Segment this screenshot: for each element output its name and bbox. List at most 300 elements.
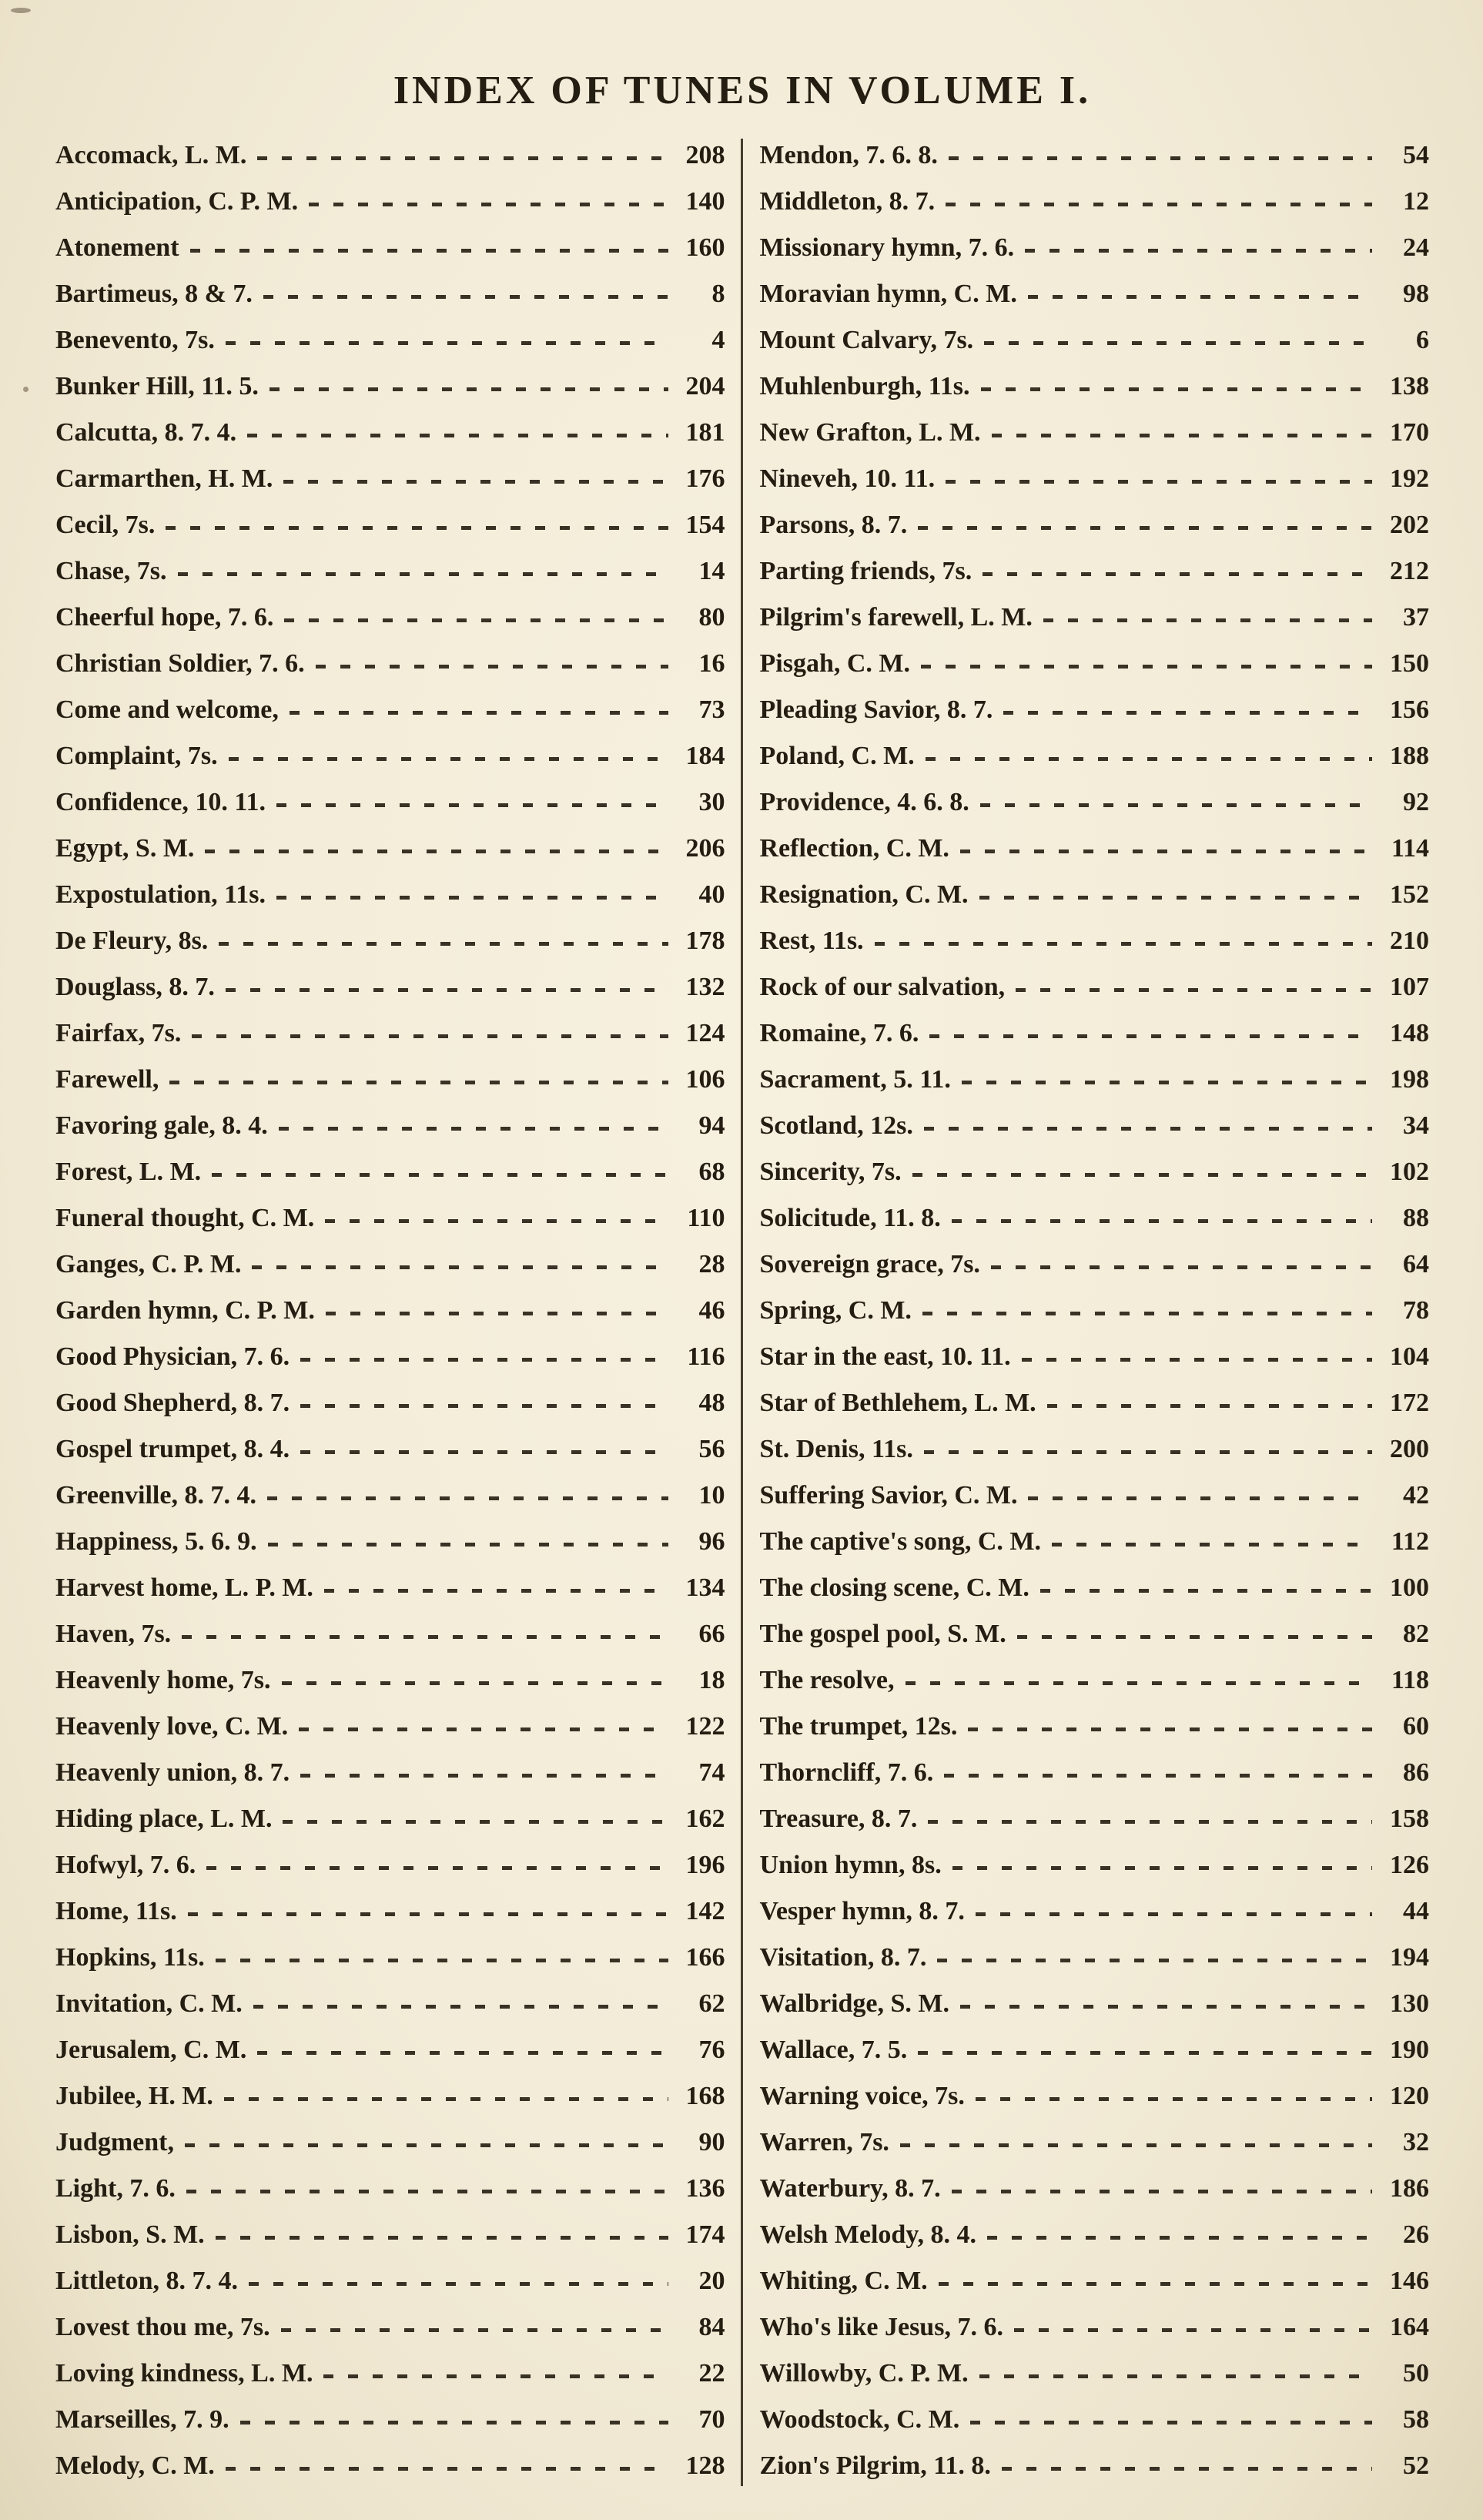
page-number: 158 bbox=[1390, 1805, 1429, 1833]
page-number: 198 bbox=[1390, 1065, 1429, 1094]
page-number: 186 bbox=[1390, 2174, 1429, 2203]
tune-name: Atonement bbox=[55, 233, 179, 262]
dash-leader bbox=[976, 2097, 1372, 2101]
dash-leader bbox=[912, 1173, 1372, 1177]
dash-leader bbox=[206, 1866, 668, 1870]
column-divider-rule bbox=[741, 139, 743, 2486]
index-entry bbox=[760, 548, 1430, 595]
index-entry bbox=[760, 2258, 1430, 2304]
dash-leader bbox=[216, 2236, 668, 2240]
tune-name: Mendon, 7. 6. 8. bbox=[759, 141, 938, 169]
dash-leader bbox=[263, 295, 668, 299]
tune-name: Resignation, C. M. bbox=[759, 880, 969, 909]
tune-name: Good Shepherd, 8. 7. bbox=[55, 1389, 290, 1417]
index-entry bbox=[55, 1935, 725, 1981]
page-number: 196 bbox=[685, 1851, 725, 1879]
index-entry bbox=[55, 595, 725, 641]
tune-name: Judgment, bbox=[55, 2128, 174, 2156]
page-number: 170 bbox=[1390, 418, 1429, 447]
index-entry bbox=[760, 179, 1430, 225]
index-entry bbox=[55, 826, 725, 872]
page-number: 62 bbox=[698, 1989, 725, 2018]
page-number: 136 bbox=[685, 2174, 725, 2203]
tune-name: Star in the east, 10. 11. bbox=[759, 1342, 1011, 1371]
page-number: 164 bbox=[1390, 2313, 1429, 2341]
dash-leader bbox=[949, 156, 1372, 160]
page-number: 132 bbox=[685, 973, 725, 1001]
index-entry bbox=[55, 687, 725, 733]
tune-name: Visitation, 8. 7. bbox=[759, 1943, 927, 1972]
tune-name: Vesper hymn, 8. 7. bbox=[759, 1897, 965, 1925]
dash-leader bbox=[968, 1727, 1372, 1731]
index-entry bbox=[760, 1796, 1430, 1842]
page-number: 118 bbox=[1391, 1666, 1429, 1694]
page-number: 78 bbox=[1403, 1296, 1429, 1325]
index-entry bbox=[760, 364, 1430, 410]
page-number: 206 bbox=[685, 834, 725, 863]
tune-name: Warren, 7s. bbox=[759, 2128, 889, 2156]
dash-leader bbox=[316, 665, 668, 669]
index-entry bbox=[55, 271, 725, 317]
dash-leader bbox=[928, 1820, 1372, 1824]
dash-leader bbox=[952, 2190, 1372, 2193]
dash-leader bbox=[962, 1081, 1372, 1084]
dash-leader bbox=[946, 480, 1372, 484]
tune-name: Lovest thou me, 7s. bbox=[55, 2313, 270, 2341]
dash-leader bbox=[918, 2051, 1372, 2055]
dash-leader bbox=[192, 1034, 668, 1038]
tune-name: Harvest home, L. P. M. bbox=[55, 1573, 313, 1602]
page-number: 178 bbox=[685, 927, 725, 955]
dash-leader bbox=[205, 849, 668, 853]
index-entry bbox=[55, 1981, 725, 2027]
dash-leader bbox=[946, 203, 1372, 206]
tune-name: Heavenly home, 7s. bbox=[55, 1666, 271, 1694]
tune-name: Heavenly love, C. M. bbox=[55, 1712, 289, 1741]
page-number: 68 bbox=[698, 1158, 725, 1186]
tune-name: Jerusalem, C. M. bbox=[55, 2036, 247, 2064]
tune-name: Star of Bethlehem, L. M. bbox=[759, 1389, 1036, 1417]
index-entry bbox=[55, 456, 725, 502]
index-entry bbox=[760, 2073, 1430, 2120]
index-entry bbox=[55, 2073, 725, 2120]
index-entry bbox=[760, 1704, 1430, 1750]
index-entry bbox=[760, 872, 1430, 918]
dash-leader bbox=[939, 2282, 1372, 2286]
page-number: 156 bbox=[1390, 695, 1429, 724]
dash-leader bbox=[1016, 988, 1372, 992]
index-entry bbox=[55, 1796, 725, 1842]
page-number: 128 bbox=[685, 2451, 725, 2480]
dash-leader bbox=[257, 2051, 668, 2055]
index-entry bbox=[760, 1334, 1430, 1380]
dash-leader bbox=[1003, 711, 1372, 715]
index-entry bbox=[55, 1611, 725, 1657]
tune-name: Home, 11s. bbox=[55, 1897, 177, 1925]
tune-name: Complaint, 7s. bbox=[55, 742, 218, 770]
index-entry bbox=[55, 2166, 725, 2212]
page-number: 88 bbox=[1403, 1204, 1429, 1232]
dash-leader bbox=[186, 2190, 668, 2193]
tune-name: Muhlenburgh, 11s. bbox=[759, 372, 970, 400]
page-number: 34 bbox=[1403, 1111, 1429, 1140]
tune-name: Heavenly union, 8. 7. bbox=[55, 1758, 290, 1787]
tune-name: The gospel pool, S. M. bbox=[759, 1620, 1006, 1648]
page-number: 52 bbox=[1403, 2451, 1429, 2480]
page-number: 80 bbox=[698, 603, 725, 632]
tune-name: Egypt, S. M. bbox=[55, 834, 195, 863]
index-entry bbox=[55, 733, 725, 779]
tune-name: Chase, 7s. bbox=[55, 557, 167, 585]
page-number: 150 bbox=[1390, 649, 1429, 678]
page-number: 106 bbox=[685, 1065, 725, 1094]
page-number: 66 bbox=[698, 1620, 725, 1648]
dash-leader bbox=[169, 1081, 668, 1084]
page-number: 50 bbox=[1403, 2359, 1429, 2388]
page-number: 107 bbox=[1390, 973, 1429, 1001]
tune-name: The resolve, bbox=[759, 1666, 895, 1694]
index-entry bbox=[55, 317, 725, 364]
index-entry bbox=[760, 641, 1430, 687]
dash-leader bbox=[981, 387, 1372, 391]
tune-name: Good Physician, 7. 6. bbox=[55, 1342, 290, 1371]
tune-name: Benevento, 7s. bbox=[55, 326, 215, 354]
tune-name: Forest, L. M. bbox=[55, 1158, 202, 1186]
dash-leader bbox=[970, 2421, 1372, 2424]
dash-leader bbox=[185, 2143, 668, 2147]
index-entry bbox=[55, 2027, 725, 2073]
tune-name: Jubilee, H. M. bbox=[55, 2082, 213, 2110]
dash-leader bbox=[300, 1774, 668, 1778]
index-entry bbox=[760, 1842, 1430, 1888]
page-number: 94 bbox=[698, 1111, 725, 1140]
index-entry bbox=[760, 2351, 1430, 2397]
index-entry bbox=[55, 1888, 725, 1935]
tune-name: Wallace, 7. 5. bbox=[759, 2036, 908, 2064]
page-number: 181 bbox=[685, 418, 725, 447]
dash-leader bbox=[216, 1959, 668, 1962]
dash-leader bbox=[991, 1265, 1372, 1269]
page-number: 82 bbox=[1403, 1620, 1429, 1648]
index-entry bbox=[55, 2397, 725, 2443]
index-entry bbox=[55, 641, 725, 687]
dash-leader bbox=[267, 1496, 668, 1500]
index-entry bbox=[55, 1195, 725, 1242]
dash-leader bbox=[1043, 618, 1372, 622]
tune-name: Farewell, bbox=[55, 1065, 159, 1094]
dash-leader bbox=[212, 1173, 668, 1177]
tune-name: Gospel trumpet, 8. 4. bbox=[55, 1435, 290, 1463]
page-number: 20 bbox=[698, 2267, 725, 2295]
tune-name: Lisbon, S. M. bbox=[55, 2220, 205, 2249]
dash-leader bbox=[921, 665, 1372, 669]
page-number: 204 bbox=[685, 372, 725, 400]
index-entry bbox=[760, 271, 1430, 317]
dash-leader bbox=[984, 341, 1372, 345]
page-number: 76 bbox=[698, 2036, 725, 2064]
page-number: 140 bbox=[685, 187, 725, 216]
tune-name: Garden hymn, C. P. M. bbox=[55, 1296, 315, 1325]
tune-name: Douglass, 8. 7. bbox=[55, 973, 215, 1001]
page-number: 60 bbox=[1403, 1712, 1429, 1741]
tune-name: Fairfax, 7s. bbox=[55, 1019, 182, 1047]
dash-leader bbox=[300, 1404, 668, 1408]
tune-name: Carmarthen, H. M. bbox=[55, 464, 273, 493]
dash-leader bbox=[1040, 1589, 1372, 1593]
index-entry bbox=[55, 779, 725, 826]
tune-name: Thorncliff, 7. 6. bbox=[759, 1758, 934, 1787]
index-entry bbox=[760, 1565, 1430, 1611]
dash-leader bbox=[229, 757, 668, 761]
page-number: 130 bbox=[1390, 1989, 1429, 2018]
tune-name: Happiness, 5. 6. 9. bbox=[55, 1527, 257, 1556]
dash-leader bbox=[1047, 1404, 1372, 1408]
dash-leader bbox=[952, 1866, 1372, 1870]
page-number: 4 bbox=[711, 326, 725, 354]
index-entry bbox=[55, 2304, 725, 2351]
tune-name: Warning voice, 7s. bbox=[759, 2082, 965, 2110]
page-number: 154 bbox=[685, 511, 725, 539]
tune-name: Parsons, 8. 7. bbox=[759, 511, 908, 539]
page-number: 54 bbox=[1403, 141, 1429, 169]
index-entry bbox=[760, 1473, 1430, 1519]
index-entry bbox=[55, 1334, 725, 1380]
index-entry bbox=[55, 1704, 725, 1750]
page-number: 73 bbox=[698, 695, 725, 724]
index-entry bbox=[760, 1519, 1430, 1565]
index-column-right bbox=[760, 132, 1430, 2489]
index-entry bbox=[760, 1888, 1430, 1935]
page-number: 40 bbox=[698, 880, 725, 909]
index-entry bbox=[760, 1657, 1430, 1704]
dash-leader bbox=[960, 849, 1372, 853]
dash-leader bbox=[924, 1127, 1372, 1131]
tune-name: Pisgah, C. M. bbox=[759, 649, 910, 678]
dash-leader bbox=[281, 2328, 668, 2332]
tune-name: Sacrament, 5. 11. bbox=[759, 1065, 951, 1094]
dash-leader bbox=[182, 1635, 668, 1639]
page-number: 32 bbox=[1403, 2128, 1429, 2156]
index-entry bbox=[760, 1010, 1430, 1057]
page-number: 104 bbox=[1390, 1342, 1429, 1371]
dash-leader bbox=[178, 572, 668, 576]
index-table bbox=[55, 132, 1429, 2489]
dash-leader bbox=[190, 249, 668, 253]
index-entry bbox=[760, 1611, 1430, 1657]
dash-leader bbox=[979, 896, 1372, 900]
tune-name: Scotland, 12s. bbox=[759, 1111, 913, 1140]
dash-leader bbox=[1028, 295, 1372, 299]
dash-leader bbox=[290, 711, 668, 715]
page-number: 176 bbox=[685, 464, 725, 493]
index-entry bbox=[760, 1981, 1430, 2027]
page-number: 74 bbox=[698, 1758, 725, 1787]
index-entry bbox=[760, 132, 1430, 179]
dash-leader bbox=[1052, 1543, 1372, 1547]
page-title: INDEX OF TUNES IN VOLUME I. bbox=[393, 69, 1092, 112]
page-number: 18 bbox=[698, 1666, 725, 1694]
dash-leader bbox=[188, 1912, 668, 1916]
page-number: 210 bbox=[1390, 927, 1429, 955]
dash-leader bbox=[929, 1034, 1372, 1038]
index-entry bbox=[55, 1426, 725, 1473]
tune-name: Missionary hymn, 7. 6. bbox=[759, 233, 1015, 262]
page-number: 70 bbox=[698, 2405, 725, 2434]
tune-name: Cheerful hope, 7. 6. bbox=[55, 603, 274, 632]
page-number: 86 bbox=[1403, 1758, 1429, 1787]
tune-name: Ganges, C. P. M. bbox=[55, 1250, 242, 1278]
dash-leader bbox=[224, 2097, 668, 2101]
page-number: 114 bbox=[1391, 834, 1429, 863]
tune-name: Littleton, 8. 7. 4. bbox=[55, 2267, 239, 2295]
page-number: 14 bbox=[698, 557, 725, 585]
index-entry bbox=[760, 779, 1430, 826]
page-number: 42 bbox=[1403, 1481, 1429, 1510]
page-number: 37 bbox=[1403, 603, 1429, 632]
page-number: 184 bbox=[685, 742, 725, 770]
dash-leader bbox=[257, 156, 668, 160]
dash-leader bbox=[983, 572, 1372, 576]
tune-name: Invitation, C. M. bbox=[55, 1989, 243, 2018]
dash-leader bbox=[166, 526, 668, 530]
index-entry bbox=[760, 733, 1430, 779]
page-number: 122 bbox=[685, 1712, 725, 1741]
dash-leader bbox=[253, 2005, 668, 2009]
page-number: 12 bbox=[1403, 187, 1429, 216]
tune-name: Pleading Savior, 8. 7. bbox=[759, 695, 993, 724]
index-entry bbox=[760, 1288, 1430, 1334]
tune-name: Mount Calvary, 7s. bbox=[759, 326, 974, 354]
tune-name: Hiding place, L. M. bbox=[55, 1805, 273, 1833]
dash-leader bbox=[960, 2005, 1372, 2009]
tune-name: Melody, C. M. bbox=[55, 2451, 215, 2480]
index-entry bbox=[760, 918, 1430, 964]
scan-speck bbox=[23, 387, 28, 392]
index-entry bbox=[55, 548, 725, 595]
page-number: 126 bbox=[1390, 1851, 1429, 1879]
dash-leader bbox=[1025, 249, 1372, 253]
dash-leader bbox=[249, 2282, 668, 2286]
page-number: 90 bbox=[698, 2128, 725, 2156]
tune-name: Whiting, C. M. bbox=[759, 2267, 928, 2295]
index-entry bbox=[760, 687, 1430, 733]
page-number: 8 bbox=[711, 280, 725, 308]
tune-name: Treasure, 8. 7. bbox=[759, 1805, 918, 1833]
page-number: 30 bbox=[698, 788, 725, 816]
index-column-left bbox=[55, 132, 725, 2489]
index-entry bbox=[760, 2304, 1430, 2351]
tune-name: Come and welcome, bbox=[55, 695, 279, 724]
index-entry bbox=[760, 1057, 1430, 1103]
page-number: 172 bbox=[1390, 1389, 1429, 1417]
tune-name: Who's like Jesus, 7. 6. bbox=[759, 2313, 1003, 2341]
page-number: 110 bbox=[687, 1204, 725, 1232]
tune-name: Favoring gale, 8. 4. bbox=[55, 1111, 268, 1140]
page-number: 48 bbox=[698, 1389, 725, 1417]
index-entry bbox=[760, 2212, 1430, 2258]
tune-name: Cecil, 7s. bbox=[55, 511, 156, 539]
page-number: 96 bbox=[698, 1527, 725, 1556]
index-entry bbox=[55, 1657, 725, 1704]
dash-leader bbox=[1022, 1358, 1372, 1362]
index-entry bbox=[55, 2351, 725, 2397]
index-entry bbox=[55, 225, 725, 271]
page-number: 162 bbox=[685, 1805, 725, 1833]
dash-leader bbox=[900, 2143, 1372, 2147]
page-number: 112 bbox=[1391, 1527, 1429, 1556]
page-number: 24 bbox=[1403, 233, 1429, 262]
dash-leader bbox=[240, 2421, 668, 2424]
index-entry bbox=[760, 1195, 1430, 1242]
page-number: 46 bbox=[698, 1296, 725, 1325]
page-number: 188 bbox=[1390, 742, 1429, 770]
page-number: 26 bbox=[1403, 2220, 1429, 2249]
index-entry bbox=[55, 1380, 725, 1426]
page-number: 174 bbox=[685, 2220, 725, 2249]
index-entry bbox=[760, 1103, 1430, 1149]
tune-name: Marseilles, 7. 9. bbox=[55, 2405, 229, 2434]
tune-name: Confidence, 10. 11. bbox=[55, 788, 266, 816]
index-entry bbox=[55, 410, 725, 456]
index-entry bbox=[760, 1149, 1430, 1195]
page-number: 6 bbox=[1416, 326, 1429, 354]
tune-name: Haven, 7s. bbox=[55, 1620, 172, 1648]
dash-leader bbox=[226, 341, 668, 345]
page-number: 120 bbox=[1390, 2082, 1429, 2110]
dash-leader bbox=[309, 203, 668, 206]
dash-leader bbox=[324, 1589, 668, 1593]
dash-leader bbox=[875, 942, 1372, 946]
dash-leader bbox=[226, 2467, 668, 2471]
index-entry bbox=[55, 1010, 725, 1057]
dash-leader bbox=[326, 1312, 668, 1315]
tune-name: Pilgrim's farewell, L. M. bbox=[759, 603, 1033, 632]
tune-name: Expostulation, 11s. bbox=[55, 880, 266, 909]
tune-name: Providence, 4. 6. 8. bbox=[759, 788, 969, 816]
index-entry bbox=[760, 410, 1430, 456]
page-number: 92 bbox=[1403, 788, 1429, 816]
tune-name: Poland, C. M. bbox=[759, 742, 915, 770]
dash-leader bbox=[252, 1265, 668, 1269]
index-entry bbox=[760, 595, 1430, 641]
dash-leader bbox=[323, 2374, 668, 2378]
tune-name: De Fleury, 8s. bbox=[55, 927, 209, 955]
tune-name: Reflection, C. M. bbox=[759, 834, 949, 863]
page-number: 208 bbox=[685, 141, 725, 169]
tune-name: Accomack, L. M. bbox=[55, 141, 247, 169]
tune-name: Nineveh, 10. 11. bbox=[759, 464, 936, 493]
page-number: 100 bbox=[1390, 1573, 1429, 1602]
tune-name: Bartimeus, 8 & 7. bbox=[55, 280, 253, 308]
page-number: 16 bbox=[698, 649, 725, 678]
index-entry bbox=[760, 1750, 1430, 1796]
page-number: 124 bbox=[685, 1019, 725, 1047]
index-entry bbox=[55, 1842, 725, 1888]
index-entry bbox=[55, 2258, 725, 2304]
tune-name: Hopkins, 11s. bbox=[55, 1943, 205, 1972]
index-entry bbox=[55, 502, 725, 548]
page-number: 64 bbox=[1403, 1250, 1429, 1278]
page-number: 148 bbox=[1390, 1019, 1429, 1047]
index-entry bbox=[55, 1149, 725, 1195]
dash-leader bbox=[282, 1681, 668, 1685]
dash-leader bbox=[283, 1820, 668, 1824]
dash-leader bbox=[226, 988, 668, 992]
index-entry bbox=[55, 964, 725, 1010]
dash-leader bbox=[299, 1727, 668, 1731]
page-number: 142 bbox=[685, 1897, 725, 1925]
dash-leader bbox=[283, 480, 668, 484]
